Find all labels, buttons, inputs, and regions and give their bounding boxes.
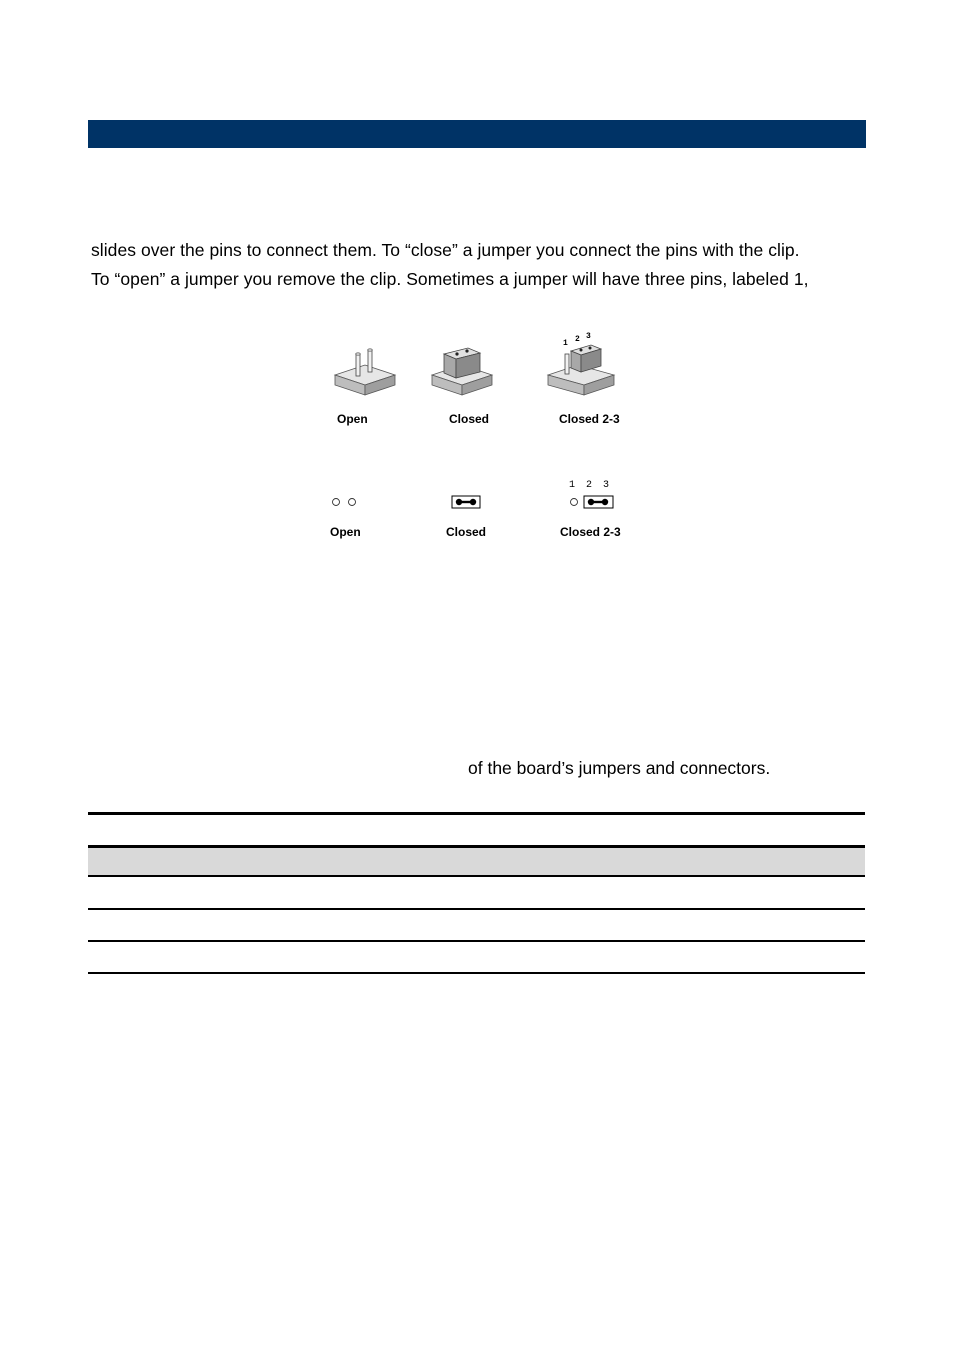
schem-label-open: Open bbox=[330, 525, 361, 539]
schem-pin-number-1: 1 bbox=[569, 480, 576, 491]
paragraph-line-1: slides over the pins to connect them. To “close” a jumper you connect the pins with the clip. bbox=[91, 240, 800, 260]
iso-label-closed-2-3: Closed 2-3 bbox=[559, 412, 620, 426]
closed-jumper-3d-icon bbox=[432, 348, 492, 395]
closed-2-3-jumper-3d-icon bbox=[548, 345, 614, 395]
paragraph-line-2: To “open” a jumper you remove the clip. Sometimes a jumper will have three pins, labeled 1, bbox=[91, 269, 809, 289]
table-row bbox=[88, 878, 865, 910]
table-header-row bbox=[88, 845, 865, 877]
iso-label-closed: Closed bbox=[449, 412, 490, 426]
reference-text: of the board’s jumpers and connectors. bbox=[468, 758, 771, 778]
schem-label-closed-2-3: Closed 2-3 bbox=[560, 525, 621, 539]
open-jumper-schematic-icon bbox=[333, 499, 356, 506]
table-top-rule bbox=[88, 812, 865, 815]
closed-jumper-schematic-icon bbox=[452, 496, 480, 508]
section-header-bar bbox=[88, 120, 866, 148]
jumper-schematic-figure bbox=[325, 475, 645, 550]
schem-pin-number-3: 3 bbox=[603, 480, 610, 491]
table-row bbox=[88, 942, 865, 974]
iso-pin-number-3: 3 bbox=[586, 332, 591, 341]
iso-pin-number-2: 2 bbox=[575, 335, 580, 344]
open-jumper-3d-icon bbox=[335, 349, 395, 395]
table-row bbox=[88, 910, 865, 942]
iso-label-open: Open bbox=[337, 412, 368, 426]
schem-label-closed: Closed bbox=[446, 525, 487, 539]
jumper-isometric-figure bbox=[325, 330, 645, 440]
jumper-isometric-drawing bbox=[325, 330, 645, 410]
iso-pin-number-1: 1 bbox=[563, 339, 568, 348]
schem-pin-number-2: 2 bbox=[586, 480, 593, 491]
closed-2-3-jumper-schematic-icon bbox=[571, 496, 614, 508]
